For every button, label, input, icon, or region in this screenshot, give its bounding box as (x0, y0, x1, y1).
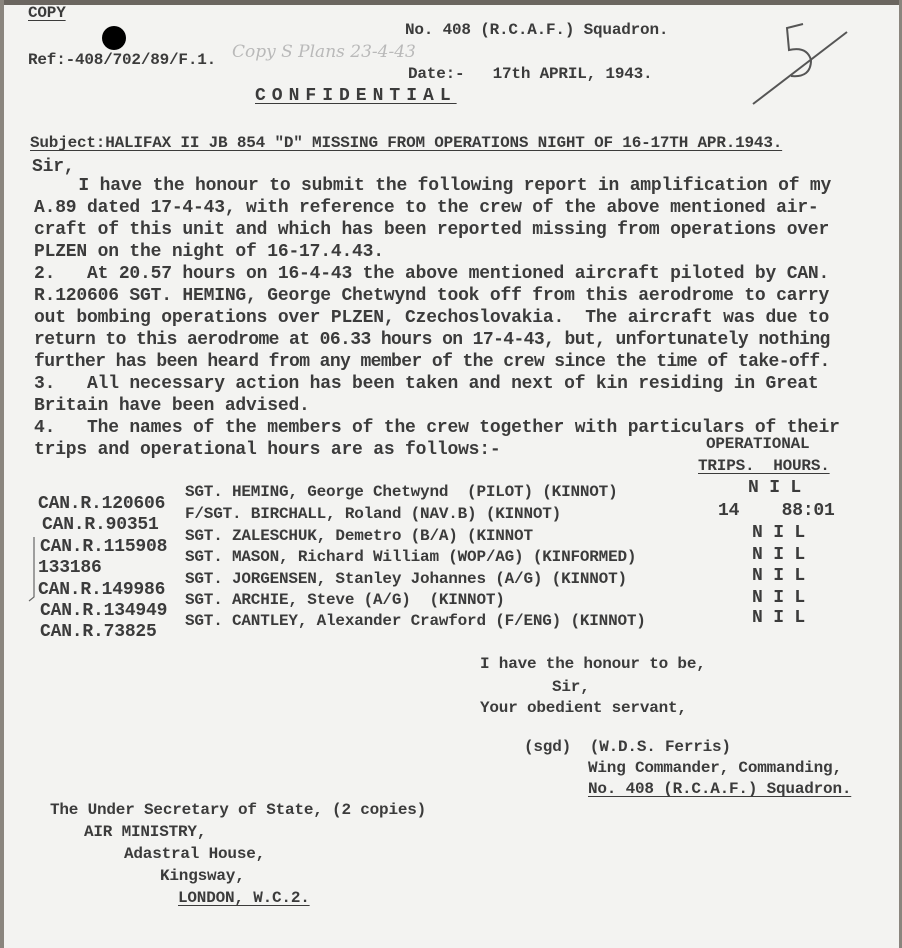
signatory-title: Wing Commander, Commanding, (588, 759, 842, 777)
body-line: 2. At 20.57 hours on 16-4-43 the above mentioned aircraft piloted by CAN. (34, 264, 830, 284)
crew-service-number: CAN.R.73825 (40, 622, 157, 642)
crew-service-number: CAN.R.134949 (40, 601, 168, 621)
addressee-line: The Under Secretary of State, (2 copies) (50, 801, 427, 819)
addressee-line: AIR MINISTRY, (84, 823, 207, 841)
addressee-line: Kingsway, (160, 867, 245, 885)
crew-service-number: CAN.R.120606 (38, 494, 166, 514)
crew-ops: N I L (752, 608, 806, 628)
body-line: R.120606 SGT. HEMING, George Chetwynd took off from this aerodrome to carry (34, 286, 830, 306)
closing-line: Sir, (552, 678, 590, 696)
copy-label: COPY (28, 4, 66, 22)
column-header-operational: OPERATIONAL (706, 435, 810, 453)
crew-ops: 14 88:01 (718, 501, 835, 521)
crew-name: F/SGT. BIRCHALL, Roland (NAV.B) (KINNOT) (185, 505, 562, 523)
scan-border-left (0, 0, 4, 948)
closing-line: I have the honour to be, (480, 655, 706, 673)
body-line: Britain have been advised. (34, 396, 310, 416)
body-line: return to this aerodrome at 06.33 hours on 17-4-43, but, unfortunately nothing (34, 330, 830, 350)
body-line: 3. All necessary action has been taken and next of kin residing in Great (34, 374, 819, 394)
reference: Ref:-408/702/89/F.1. (28, 51, 217, 69)
unit-heading: No. 408 (R.C.A.F.) Squadron. (405, 21, 669, 39)
crew-name: SGT. MASON, Richard William (WOP/AG) (KINFORMED) (185, 548, 637, 566)
pencil-annotation: Copy S Plans 23-4-43 (232, 42, 416, 62)
crew-ops: N I L (748, 478, 802, 498)
closing-line: Your obedient servant, (480, 699, 687, 717)
crew-ops: N I L (752, 566, 806, 586)
body-line: PLZEN on the night of 16-17.4.43. (34, 242, 384, 262)
crew-service-number: 133186 (38, 558, 102, 578)
body-line: A.89 dated 17-4-43, with reference to the crew of the above mentioned air- (34, 198, 819, 218)
date: Date:- 17th APRIL, 1943. (408, 65, 653, 83)
body-line: trips and operational hours are as follows:- (34, 440, 501, 460)
body-line: further has been heard from any member of the crew since the time of take-off. (34, 352, 830, 372)
handwritten-folio-mark (745, 12, 855, 112)
crew-ops: N I L (752, 588, 806, 608)
crew-service-number: CAN.R.90351 (42, 515, 159, 535)
crew-ops: N I L (752, 545, 806, 565)
ink-blot (102, 26, 126, 50)
crew-name: SGT. ARCHIE, Steve (A/G) (KINNOT) (185, 591, 505, 609)
crew-name: SGT. ZALESCHUK, Demetro (B/A) (KINNOT (185, 527, 533, 545)
body-line: 4. The names of the members of the crew together with particulars of their (34, 418, 840, 438)
crew-service-number: CAN.R.115908 (40, 537, 168, 557)
pencil-tick-mark (26, 535, 38, 605)
classification: CONFIDENTIAL (255, 86, 457, 106)
column-header-trips-hours: TRIPS. HOURS. (698, 457, 830, 475)
addressee-line: Adastral House, (124, 845, 266, 863)
signature: (sgd) (W.D.S. Ferris) (524, 738, 731, 756)
crew-ops: N I L (752, 523, 806, 543)
crew-name: SGT. CANTLEY, Alexander Crawford (F/ENG) (KINNOT) (185, 612, 646, 630)
crew-service-number: CAN.R.149986 (38, 580, 166, 600)
signatory-unit: No. 408 (R.C.A.F.) Squadron. (588, 780, 852, 798)
body-line: craft of this unit and which has been reported missing from operations over (34, 220, 830, 240)
addressee-line: LONDON, W.C.2. (178, 889, 310, 907)
salutation: Sir, (32, 157, 75, 177)
body-line: out bombing operations over PLZEN, Czechoslovakia. The aircraft was due to (34, 308, 830, 328)
crew-name: SGT. HEMING, George Chetwynd (PILOT) (KINNOT) (185, 483, 618, 501)
body-line: I have the honour to submit the following report in amplification of my (36, 176, 832, 196)
scan-border-top (0, 0, 902, 5)
subject-line: Subject:HALIFAX II JB 854 "D" MISSING FROM OPERATIONS NIGHT OF 16-17TH APR.1943. (30, 134, 783, 152)
crew-name: SGT. JORGENSEN, Stanley Johannes (A/G) (KINNOT) (185, 570, 627, 588)
